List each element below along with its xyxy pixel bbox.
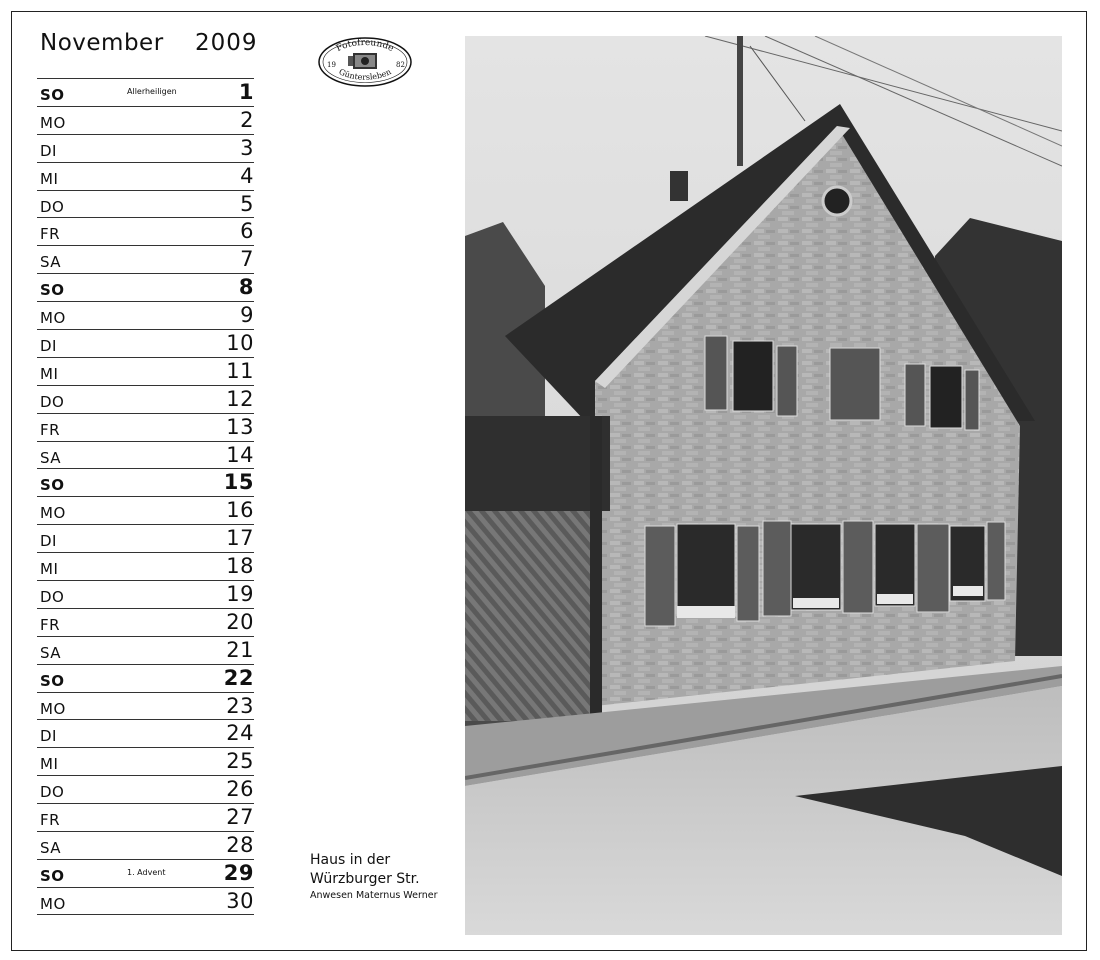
weekday-label: SA: [40, 448, 62, 467]
weekday-label: SA: [40, 253, 62, 272]
day-row: [37, 775, 254, 803]
weekday-label: SO: [40, 476, 65, 495]
day-number: 29: [223, 860, 254, 885]
day-number: 24: [226, 721, 254, 746]
day-row: [37, 803, 254, 831]
day-row: [37, 413, 254, 441]
weekday-label: MI: [40, 560, 59, 579]
day-row: [37, 608, 254, 636]
day-row: [37, 747, 254, 775]
day-number: 30: [226, 888, 254, 913]
day-row: [37, 719, 254, 747]
weekday-label: FR: [40, 615, 61, 634]
month-title: November: [40, 30, 164, 56]
day-row: [37, 552, 254, 580]
weekday-label: SO: [40, 866, 65, 885]
day-row: [37, 329, 254, 357]
weekday-label: MI: [40, 755, 59, 774]
day-row: [37, 162, 254, 190]
day-row: [37, 887, 254, 915]
day-number: 18: [226, 554, 254, 579]
weekday-label: MI: [40, 364, 59, 383]
day-row: [37, 134, 254, 162]
day-number: 19: [226, 582, 254, 607]
weekday-label: DI: [40, 141, 57, 160]
day-number: 6: [240, 219, 254, 244]
weekday-label: SO: [40, 671, 65, 690]
day-number: 22: [223, 665, 254, 690]
day-row: [37, 245, 254, 273]
weekday-label: DO: [40, 783, 65, 802]
day-list: [37, 78, 254, 915]
club-logo: [317, 36, 413, 88]
weekday-label: DI: [40, 727, 57, 746]
weekday-label: FR: [40, 811, 61, 830]
day-number: 4: [240, 163, 254, 188]
day-row: [37, 106, 254, 134]
weekday-label: DO: [40, 588, 65, 607]
day-row: [37, 524, 254, 552]
day-row: [37, 78, 254, 106]
day-row: [37, 385, 254, 413]
weekday-label: DI: [40, 337, 57, 356]
day-number: 21: [226, 637, 254, 662]
day-row: [37, 496, 254, 524]
svg-text:19: 19: [327, 61, 336, 69]
weekday-label: SA: [40, 643, 62, 662]
day-number: 28: [226, 833, 254, 858]
house-photo: [465, 36, 1062, 935]
day-number: 3: [240, 135, 254, 160]
day-number: 8: [238, 275, 254, 300]
caption-line-1: Haus in der: [310, 852, 391, 868]
day-row: [37, 441, 254, 469]
holiday-note: 1. Advent: [127, 867, 166, 877]
weekday-label: MO: [40, 504, 66, 523]
day-number: 20: [226, 609, 254, 634]
weekday-label: DO: [40, 392, 65, 411]
weekday-label: MO: [40, 894, 66, 913]
weekday-label: DI: [40, 532, 57, 551]
year-title: 2009: [195, 30, 258, 56]
day-row: [37, 636, 254, 664]
day-number: 10: [226, 331, 254, 356]
day-number: 11: [226, 358, 254, 383]
weekday-label: MO: [40, 113, 66, 132]
day-number: 13: [226, 414, 254, 439]
day-row: [37, 580, 254, 608]
day-number: 23: [226, 693, 254, 718]
day-row: [37, 301, 254, 329]
day-row: [37, 357, 254, 385]
weekday-label: SO: [40, 86, 65, 104]
day-number: 14: [226, 442, 254, 467]
day-number: 27: [226, 805, 254, 830]
caption-line-2: Würzburger Str.: [310, 871, 420, 887]
day-number: 25: [226, 749, 254, 774]
weekday-label: DO: [40, 197, 65, 216]
day-number: 26: [226, 777, 254, 802]
day-number: 1: [238, 80, 254, 104]
weekday-label: MO: [40, 699, 66, 718]
day-row: [37, 217, 254, 245]
weekday-label: FR: [40, 225, 61, 244]
weekday-label: SO: [40, 281, 65, 300]
caption-credit: Anwesen Maternus Werner: [310, 890, 438, 901]
day-number: 15: [223, 470, 254, 495]
holiday-note: Allerheiligen: [127, 87, 177, 96]
day-row: [37, 859, 254, 887]
day-row: [37, 190, 254, 218]
svg-text:Fotofreunde: Fotofreunde: [334, 37, 396, 55]
weekday-label: MO: [40, 309, 66, 328]
day-number: 16: [226, 498, 254, 523]
weekday-label: FR: [40, 420, 61, 439]
day-number: 7: [240, 247, 254, 272]
day-row: [37, 692, 254, 720]
day-number: 17: [226, 526, 254, 551]
weekday-label: SA: [40, 839, 62, 858]
day-row: [37, 664, 254, 692]
day-number: 12: [226, 386, 254, 411]
day-row: [37, 468, 254, 496]
svg-text:82: 82: [396, 61, 405, 69]
weekday-label: MI: [40, 169, 59, 188]
day-number: 2: [240, 107, 254, 132]
day-row: [37, 831, 254, 859]
day-row: [37, 273, 254, 301]
day-number: 9: [240, 303, 254, 328]
svg-text:Güntersleben: Güntersleben: [337, 67, 393, 82]
day-number: 5: [240, 191, 254, 216]
photo-caption: [310, 851, 470, 901]
